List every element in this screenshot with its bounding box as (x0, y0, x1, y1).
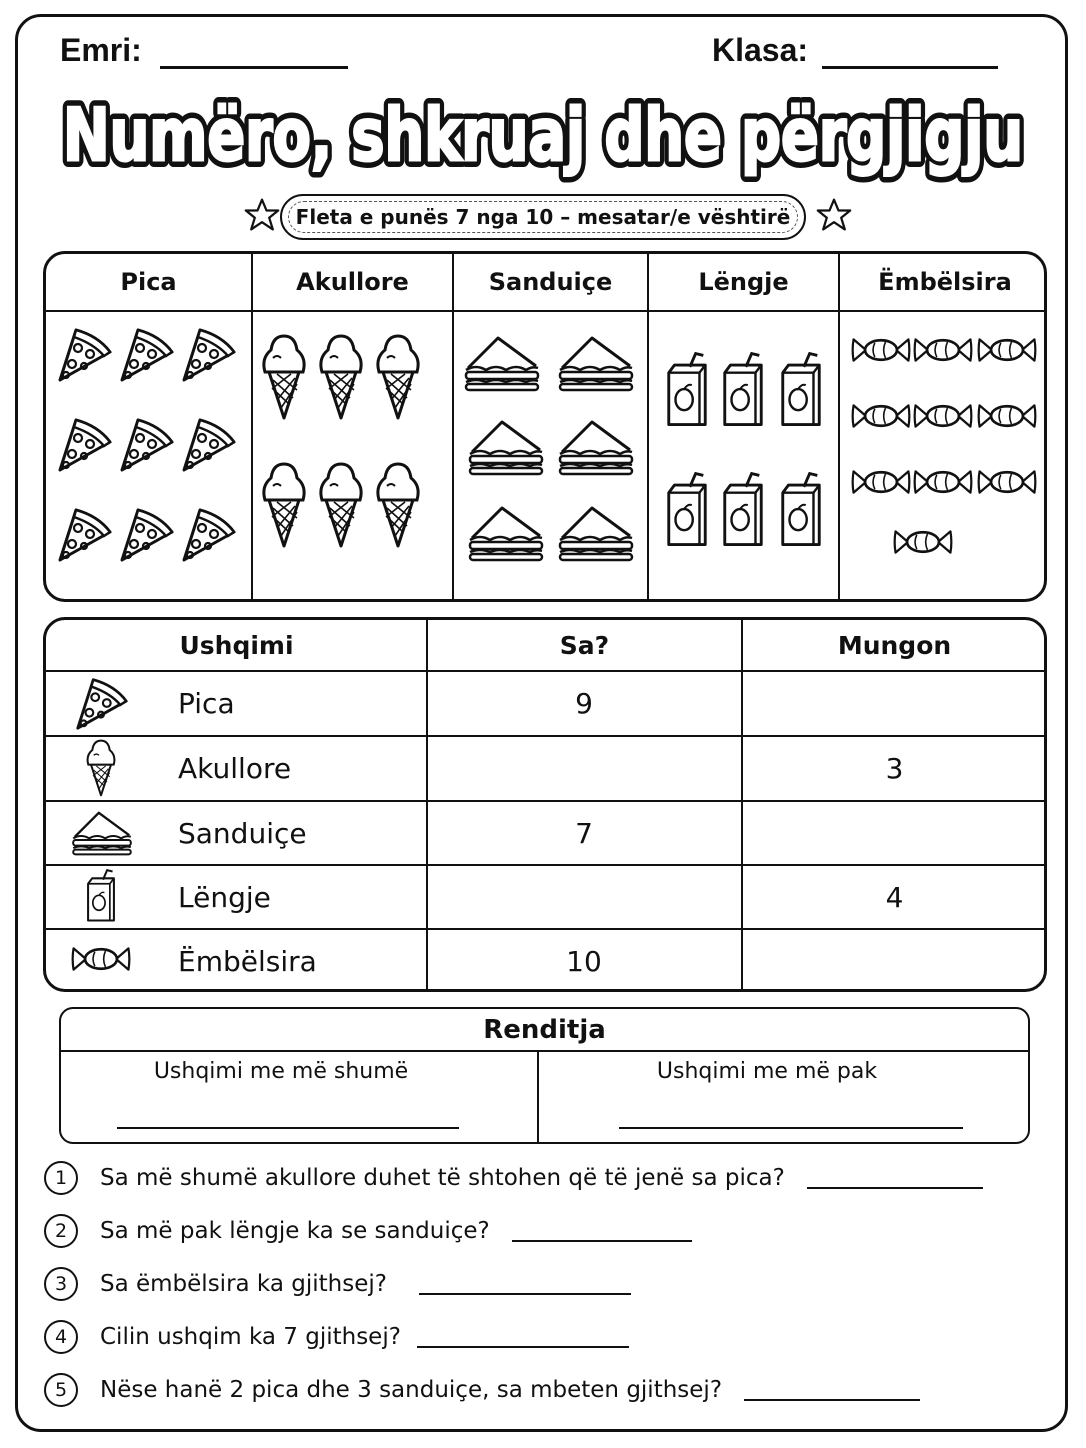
pizza-icon (60, 420, 110, 470)
question-2 (44, 1213, 692, 1249)
sa-cell[interactable]: 10 (566, 944, 602, 978)
juice-box-icon (84, 867, 118, 925)
candy-icon (979, 471, 1036, 492)
candy-icon (915, 405, 972, 426)
ice-cream-icon (264, 336, 304, 418)
answer-line[interactable] (512, 1220, 692, 1242)
sandwich-icon (470, 508, 542, 560)
ice-cream-icon (378, 336, 418, 418)
pizza-icon (184, 510, 234, 560)
question-text: Cilin ushqim ka 7 gjithsej? (100, 1324, 401, 1350)
question-number: 4 (44, 1320, 78, 1354)
ice-cream-icon (321, 336, 361, 418)
food-name: Pica (178, 687, 235, 720)
pizza-icon (184, 420, 234, 470)
juice-box-icon (783, 354, 819, 425)
food-name: Sanduiçe (178, 816, 307, 850)
column-header: Ëmbëlsira (840, 254, 1047, 312)
question-number: 1 (44, 1161, 78, 1195)
sandwich-icon (470, 422, 542, 474)
pizza-icon (60, 510, 110, 560)
question-4 (44, 1319, 629, 1355)
sa-cell[interactable]: 9 (575, 687, 593, 720)
picture-column-sanduice (454, 254, 649, 599)
sandwich-icon (466, 338, 538, 390)
worksheet-subtitle: Fleta e punës 7 nga 10 – mesatar/e vështirë (280, 194, 806, 240)
ranking-title: Renditja (61, 1009, 1028, 1052)
pizza-icon (72, 674, 130, 732)
most-food-label: Ushqimi me më shumë (153, 1059, 409, 1084)
food-name: Ëmbëlsira (178, 944, 317, 978)
question-text: Sa ëmbëlsira ka gjithsej? (100, 1271, 387, 1297)
header-mungon: Mungon (837, 630, 952, 660)
ice-cream-icon (321, 464, 361, 546)
candy-group (840, 310, 1047, 600)
sandwich-icon (560, 508, 632, 560)
picture-column-embelsira (840, 254, 1047, 599)
picture-column-lengje (649, 254, 840, 599)
pizza-icon (184, 330, 234, 380)
sandwich-group (454, 310, 649, 600)
candy-icon (915, 471, 972, 492)
least-food-answer-line[interactable] (619, 1127, 963, 1129)
name-label: Emri: (60, 32, 142, 68)
name-input-line[interactable] (160, 66, 348, 69)
question-number: 3 (44, 1267, 78, 1301)
svg-text:Numëro, shkruaj dhe përgjigju: Numëro, shkruaj dhe përgjigju (63, 93, 1023, 177)
candy-icon (853, 405, 910, 426)
candy-icon (979, 339, 1036, 360)
class-input-line[interactable] (822, 66, 998, 69)
answer-line[interactable] (419, 1273, 631, 1295)
sandwich-icon (70, 808, 134, 856)
column-header: Lëngje (649, 254, 838, 312)
mungon-cell[interactable] (742, 930, 1047, 992)
food-name: Akullore (178, 752, 292, 785)
header-ushqimi: Ushqimi (179, 630, 294, 660)
column-header: Akullore (253, 254, 452, 312)
question-1 (44, 1160, 983, 1196)
ice-cream-icon (264, 464, 304, 546)
sa-cell[interactable] (427, 737, 741, 800)
svg-text:Numëro, shkruaj dhe përgjigju: Numëro, shkruaj dhe përgjigju (63, 93, 1023, 177)
juice-box-icon (783, 474, 819, 545)
page-title (0, 80, 1086, 190)
mungon-cell[interactable] (742, 672, 1047, 735)
sa-cell[interactable] (427, 866, 741, 928)
column-header: Sanduiçe (454, 254, 647, 312)
answer-line[interactable] (417, 1326, 629, 1348)
most-food-answer-line[interactable] (117, 1127, 459, 1129)
mungon-cell[interactable]: 3 (885, 752, 904, 785)
candy-icon (853, 339, 910, 360)
star-icon (244, 197, 280, 233)
sa-cell[interactable]: 7 (575, 816, 593, 850)
count-table (43, 617, 1047, 992)
pizza-icon (122, 420, 172, 470)
question-text: Sa më pak lëngje ka se sanduiçe? (100, 1218, 490, 1244)
juice-box-icon (725, 354, 761, 425)
ice-cream-icon (84, 738, 118, 798)
food-name: Lëngje (178, 880, 271, 914)
pizza-icon (122, 330, 172, 380)
candy-icon (70, 940, 132, 978)
pizza-icon (122, 510, 172, 560)
star-icon (816, 197, 852, 233)
juice-box-group (649, 310, 840, 600)
juice-box-icon (669, 354, 705, 425)
juice-box-icon (669, 474, 705, 545)
question-text: Nëse hanë 2 pica dhe 3 sanduiçe, sa mbeten gjithsej? (100, 1377, 723, 1403)
mungon-cell[interactable]: 4 (885, 880, 904, 914)
question-number: 5 (44, 1373, 78, 1407)
question-3 (44, 1266, 631, 1302)
pizza-icon (60, 330, 110, 380)
ice-cream-icon (378, 464, 418, 546)
mungon-cell[interactable] (742, 802, 1047, 864)
sandwich-icon (560, 338, 632, 390)
sandwich-icon (560, 422, 632, 474)
answer-line[interactable] (744, 1379, 920, 1401)
column-header: Pica (46, 254, 251, 312)
picture-table (43, 251, 1047, 602)
picture-column-pica (46, 254, 253, 599)
class-label: Klasa: (712, 32, 809, 68)
candy-icon (979, 405, 1036, 426)
candy-icon (895, 531, 952, 552)
pizza-group (46, 310, 253, 600)
picture-column-akullore (253, 254, 454, 599)
candy-icon (915, 339, 972, 360)
answer-line[interactable] (807, 1167, 983, 1189)
ice-cream-group (253, 310, 454, 600)
least-food-label: Ushqimi me më pak (656, 1059, 878, 1084)
header-sa: Sa? (559, 630, 610, 660)
ranking-box (59, 1007, 1030, 1144)
question-text: Sa më shumë akullore duhet të shtohen që të jenë sa pica? (100, 1165, 785, 1191)
question-5 (44, 1372, 920, 1408)
question-number: 2 (44, 1214, 78, 1248)
juice-box-icon (725, 474, 761, 545)
candy-icon (853, 471, 910, 492)
